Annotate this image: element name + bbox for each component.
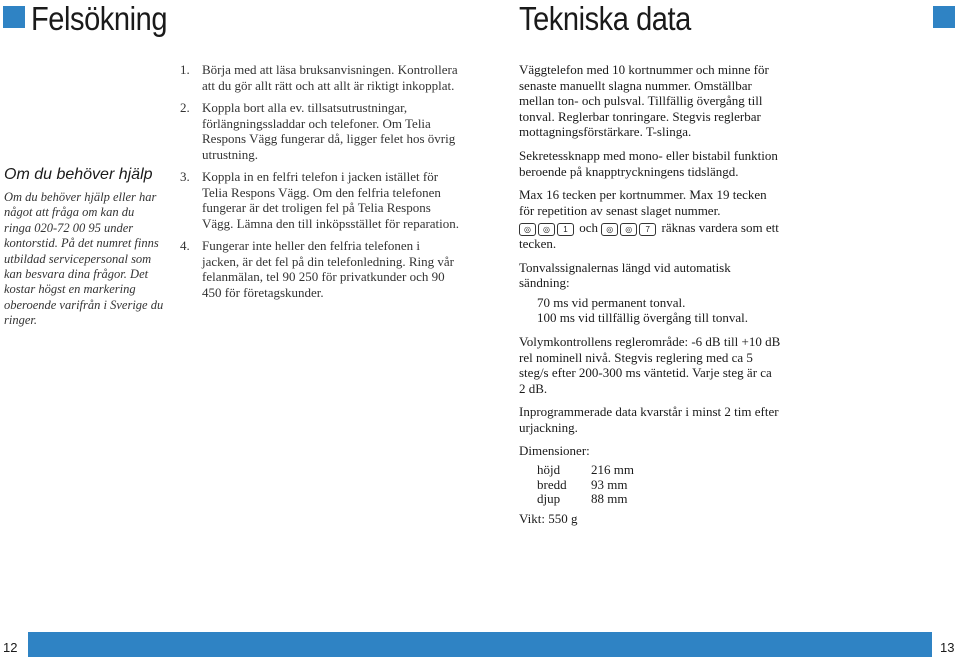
- digit-key-icon: 7: [639, 223, 656, 236]
- step-item: [180, 169, 460, 231]
- tech-paragraph: [519, 187, 781, 218]
- help-sidebar: [4, 166, 164, 329]
- right-header-square: [933, 6, 955, 28]
- table-row: [537, 463, 634, 478]
- step-item: [180, 62, 460, 93]
- step-text: Koppla in en felfri telefon i jacken istället för Telia Respons Vägg. Om den felfria telefonen fungerar är det troligen fel på Telia Respons Vägg. Lämna den till inköpsstället för reparation.: [202, 169, 460, 231]
- dimension-label: djup: [537, 491, 561, 507]
- step-item: [180, 238, 460, 300]
- key-line: [519, 220, 781, 251]
- left-page-number: 12: [3, 640, 18, 655]
- right-page-number: 13: [940, 640, 955, 655]
- tone-line: 100 ms vid tillfällig övergång till tonval.: [537, 310, 748, 326]
- sidebar-text: Om du behöver hjälp eller har något att fråga om kan du ringa 020-72 00 95 under kontorstid. På det numret finns utbildad servicepersonal som kan besvara dina frågor. Det kostar högst en markering oberoende varifrån i Sverige du ringer.: [4, 190, 164, 328]
- step-number: 3.: [180, 169, 190, 184]
- dimension-value: 216 mm: [591, 462, 634, 478]
- dimension-label: bredd: [537, 476, 567, 492]
- step-text: Fungerar inte heller den felfria telefonen i jacken, är det fel på din telefonledning. Ring vår felanmälan, tel 90 250 för privatkunder och 90 450 för företagskunder.: [202, 238, 454, 300]
- dimensions-label: Dimensioner:: [519, 443, 590, 459]
- tech-paragraph: Inprogrammerade data kvarstår i minst 2 tim efter urjackning.: [519, 404, 779, 435]
- step-number: 2.: [180, 100, 190, 115]
- key-tail-text: räknas vardera som ett tecken.: [519, 220, 779, 251]
- speed-dial-key-icon: ◎: [538, 223, 555, 236]
- tech-paragraph: Väggtelefon med 10 kortnummer och minne för senaste manuellt slagna nummer. Omställbar mellan ton- och pulsval. Tillfällig övergång till tonval. Reglerbar tonringare. Stegvis reglerbar mottagningsförstärkare. T-slinga.: [519, 62, 769, 140]
- speed-dial-key-icon: ◎: [601, 223, 618, 236]
- speed-dial-key-icon: ◎: [519, 223, 536, 236]
- table-row: [537, 478, 634, 493]
- step-number: 4.: [180, 238, 190, 253]
- footer-bar: [0, 632, 960, 657]
- table-row: [537, 492, 634, 507]
- technical-data: [519, 62, 781, 534]
- key-conjunction: och: [579, 220, 599, 236]
- dimension-label: höjd: [537, 462, 561, 478]
- tech-paragraph: Volymkontrollens reglerområde: -6 dB till +10 dB rel nominell nivå. Stegvis reglering med ca 5 steg/s efter 200-300 ms väntetid. Varje steg är ca 2 dB.: [519, 333, 781, 396]
- left-header-square: [3, 6, 25, 28]
- step-number: 1.: [180, 62, 190, 77]
- sidebar-heading: Om du behöver hjälp: [4, 166, 153, 183]
- right-page-title: Tekniska data: [519, 0, 691, 37]
- tech-text: Max 16 tecken per kortnummer. Max 19 tecken för repetition av senast slaget nummer.: [519, 187, 767, 218]
- tech-paragraph: Tonvalssignalernas längd vid automatisk sändning:: [519, 259, 731, 291]
- dimensions-table: [537, 463, 634, 507]
- tech-paragraph: Sekretessknapp med mono- eller bistabil funktion beroende på knapptryckningens tidslängd.: [519, 147, 778, 179]
- troubleshooting-steps: [180, 62, 460, 307]
- weight-text: Vikt: 550 g: [519, 510, 578, 526]
- step-text: Börja med att läsa bruksanvisningen. Kontrollera att du gör allt rätt och att allt är riktigt inkopplat.: [202, 62, 458, 93]
- left-page-title: Felsökning: [31, 0, 168, 37]
- dimension-value: 88 mm: [591, 491, 628, 507]
- step-item: [180, 100, 460, 162]
- step-text: Koppla bort alla ev. tillsatsutrustningar, förlängningssladdar och telefoner. Om Telia Respons Vägg fungerar då, ligger felet hos övrig utrustning.: [202, 100, 456, 162]
- tone-line: 70 ms vid permanent tonval.: [537, 294, 686, 310]
- dimension-value: 93 mm: [591, 476, 628, 492]
- digit-key-icon: 1: [557, 223, 574, 236]
- speed-dial-key-icon: ◎: [620, 223, 637, 236]
